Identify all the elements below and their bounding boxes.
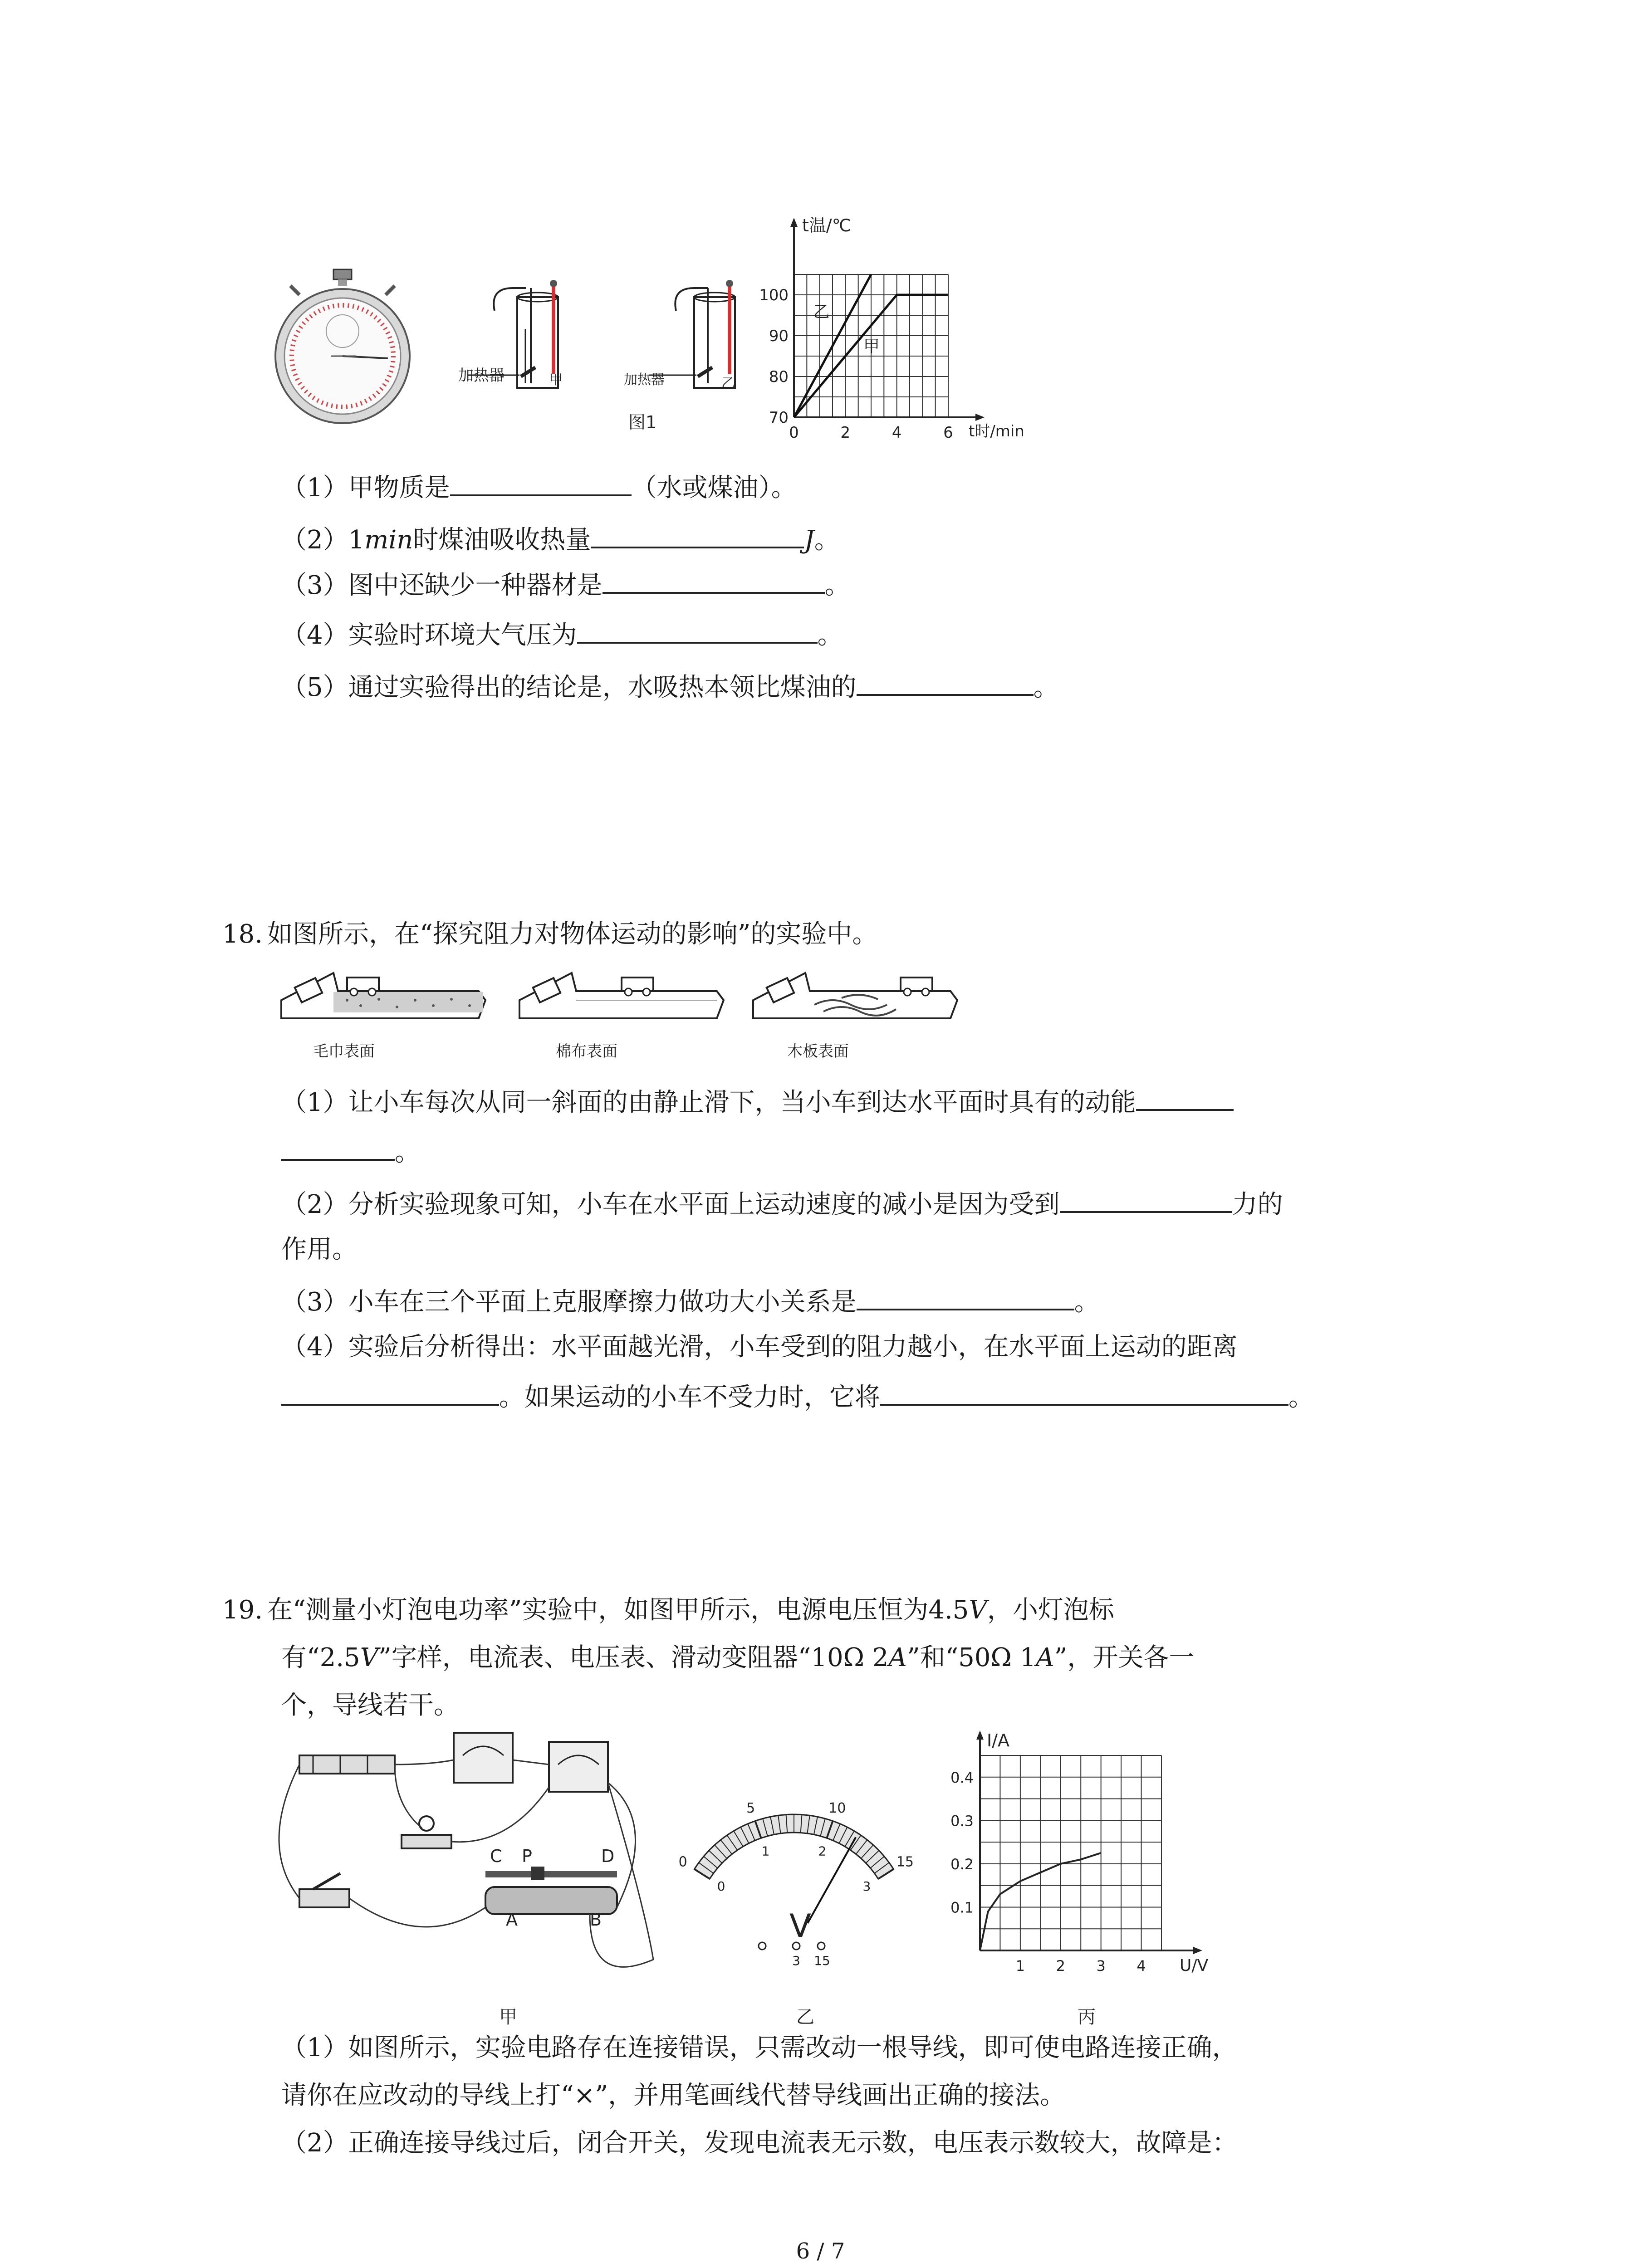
answer-blank[interactable] xyxy=(577,615,818,644)
x-tick-label: 6 xyxy=(943,424,953,442)
caption-yi: 乙 xyxy=(796,2007,814,2028)
x-tick-label: 1 xyxy=(1015,1957,1025,1975)
circuit-label-a: A xyxy=(506,1910,518,1930)
q18-p4-line2: 。如果运动的小车不受力时，它将 。 xyxy=(281,1377,1314,1416)
q17-item-2: （2）1min时煤油吸收热量 J。 xyxy=(281,519,840,558)
caption-towel: 毛巾表面 xyxy=(313,1042,375,1061)
caption-cotton: 棉布表面 xyxy=(556,1042,617,1061)
answer-blank[interactable] xyxy=(857,1281,1074,1310)
answer-blank[interactable] xyxy=(450,467,632,496)
outer-scale-label: 0 xyxy=(678,1854,687,1870)
q19-p2: （2）正确连接导线过后，闭合开关，发现电流表无示数，电压表示数较大，故障是： xyxy=(281,2128,1238,2158)
outer-scale-label: 15 xyxy=(896,1854,914,1870)
outer-scale-label: 5 xyxy=(746,1800,755,1817)
y-tick-label: 0.1 xyxy=(950,1899,974,1916)
q19-p1-line1: （1）如图所示，实验电路存在连接错误，只需改动一根导线，即可使电路连接正确， xyxy=(281,2033,1238,2063)
circuit-label-p: P xyxy=(522,1846,532,1866)
cotton-surface-image xyxy=(517,964,726,1032)
y-tick-label: 0.3 xyxy=(950,1812,974,1830)
x-tick-label: 2 xyxy=(1056,1957,1065,1975)
q19-stem-line2: 有“2.5V”字样，电流表、电压表、滑动变阻器“10Ω 2A”和“50Ω 1A”，开关各一 xyxy=(281,1643,1195,1672)
figure-1-caption: 图1 xyxy=(628,412,657,432)
page-number: 6 / 7 xyxy=(796,2239,845,2264)
series-label-jia: 甲 xyxy=(863,337,880,356)
answer-blank[interactable] xyxy=(857,667,1034,696)
terminal-negative xyxy=(759,1942,766,1950)
circuit-label-d: D xyxy=(601,1846,615,1866)
beaker-label-jia: 甲 xyxy=(549,372,563,388)
question-number: 19. xyxy=(222,1595,263,1625)
answer-blank[interactable] xyxy=(1136,1082,1234,1111)
terminal-label-3: 3 xyxy=(792,1953,800,1968)
heater-label-jia: 加热器 xyxy=(458,367,505,385)
x-axis-arrow xyxy=(975,414,985,421)
q18-p1-line2: 。 xyxy=(281,1132,420,1171)
towel-surface-image xyxy=(279,964,488,1032)
voltmeter-symbol: V xyxy=(789,1907,811,1945)
circuit-diagram xyxy=(272,1733,694,1987)
x-tick-label: 4 xyxy=(892,424,902,442)
q17-item-5: （5）通过实验得出的结论是，水吸热本领比煤油的 。 xyxy=(281,667,1059,706)
inner-scale-label: 0 xyxy=(717,1879,725,1894)
x-axis-arrow xyxy=(1193,1947,1202,1954)
wood-surface-image xyxy=(751,964,960,1032)
y-axis-label: t温/℃ xyxy=(802,215,852,235)
beaker-label-yi: 乙 xyxy=(721,376,735,391)
series-label-yi: 乙 xyxy=(813,303,830,322)
heater-label-yi: 加热器 xyxy=(624,372,665,388)
y-axis-arrow xyxy=(976,1730,984,1740)
x-tick-label: 4 xyxy=(1136,1957,1146,1975)
q18-p1-line1: （1）让小车每次从同一斜面的由静止滑下，当小车到达水平面时具有的动能 xyxy=(281,1082,1234,1121)
q17-item-3: （3）图中还缺少一种器材是 。 xyxy=(281,565,850,604)
question-number: 18. xyxy=(222,919,263,949)
y-axis-label: I/A xyxy=(987,1730,1010,1750)
caption-jia: 甲 xyxy=(499,2007,517,2028)
inner-scale-label: 3 xyxy=(862,1879,871,1894)
x-axis-label: U/V xyxy=(1180,1956,1209,1975)
answer-blank[interactable] xyxy=(880,1377,1288,1406)
answer-blank[interactable] xyxy=(281,1377,499,1406)
temperature-time-graph xyxy=(759,213,1089,458)
y-tick-label: 100 xyxy=(759,286,789,304)
current-voltage-graph xyxy=(930,1728,1225,1982)
outer-scale-label: 10 xyxy=(828,1800,846,1817)
q18-stem: 18. 如图所示，在“探究阻力对物体运动的影响”的实验中。 xyxy=(222,916,877,953)
dial-needle xyxy=(808,1837,856,1923)
caption-wood: 木板表面 xyxy=(787,1042,849,1061)
circuit-label-c: C xyxy=(490,1846,502,1866)
caption-bing: 丙 xyxy=(1078,2007,1096,2028)
x-tick-label: 3 xyxy=(1096,1957,1106,1975)
y-axis-arrow xyxy=(790,218,798,227)
terminal-label-15: 15 xyxy=(814,1953,830,1968)
y-tick-label: 90 xyxy=(769,327,789,345)
inner-scale-label: 2 xyxy=(818,1843,827,1859)
answer-blank[interactable] xyxy=(281,1132,395,1161)
q19-stem-line3: 个，导线若干。 xyxy=(281,1691,459,1720)
q18-p4-line1: （4）实验后分析得出：水平面越光滑，小车受到的阻力越小，在水平面上运动的距离 xyxy=(281,1332,1238,1362)
q17-item-1: （1）甲物质是 （水或煤油）。 xyxy=(281,467,797,506)
q18-p3: （3）小车在三个平面上克服摩擦力做功大小关系是 。 xyxy=(281,1281,1100,1320)
y-tick-label: 0.2 xyxy=(950,1855,974,1873)
inner-scale-label: 1 xyxy=(761,1843,770,1859)
q19-stem-line1: 19. 在“测量小灯泡电功率”实验中，如图甲所示，电源电压恒为4.5V，小灯泡标 xyxy=(222,1592,1114,1628)
q19-p1-line2: 请你在应改动的导线上打“×”，并用笔画线代替导线画出正确的接法。 xyxy=(281,2081,1066,2110)
x-axis-label: t时/min xyxy=(969,422,1024,440)
q18-p2-line1: （2）分析实验现象可知，小车在水平面上运动速度的减小是因为受到 力的 xyxy=(281,1184,1283,1223)
y-tick-label: 80 xyxy=(769,368,789,386)
answer-blank[interactable] xyxy=(1060,1184,1232,1213)
x-tick-label: 2 xyxy=(840,424,851,442)
y-tick-label: 70 xyxy=(769,409,789,427)
voltmeter-dial xyxy=(678,1783,914,1973)
stopwatch-image xyxy=(272,268,413,422)
answer-blank[interactable] xyxy=(591,519,804,548)
y-tick-label: 0.4 xyxy=(950,1769,974,1786)
terminal-15 xyxy=(818,1942,825,1950)
q18-p2-line2: 作用。 xyxy=(281,1235,358,1264)
q17-item-4: （4）实验时环境大气压为 。 xyxy=(281,615,843,654)
circuit-label-b: B xyxy=(590,1910,602,1930)
answer-blank[interactable] xyxy=(603,565,825,594)
x-tick-label: 0 xyxy=(789,424,799,442)
